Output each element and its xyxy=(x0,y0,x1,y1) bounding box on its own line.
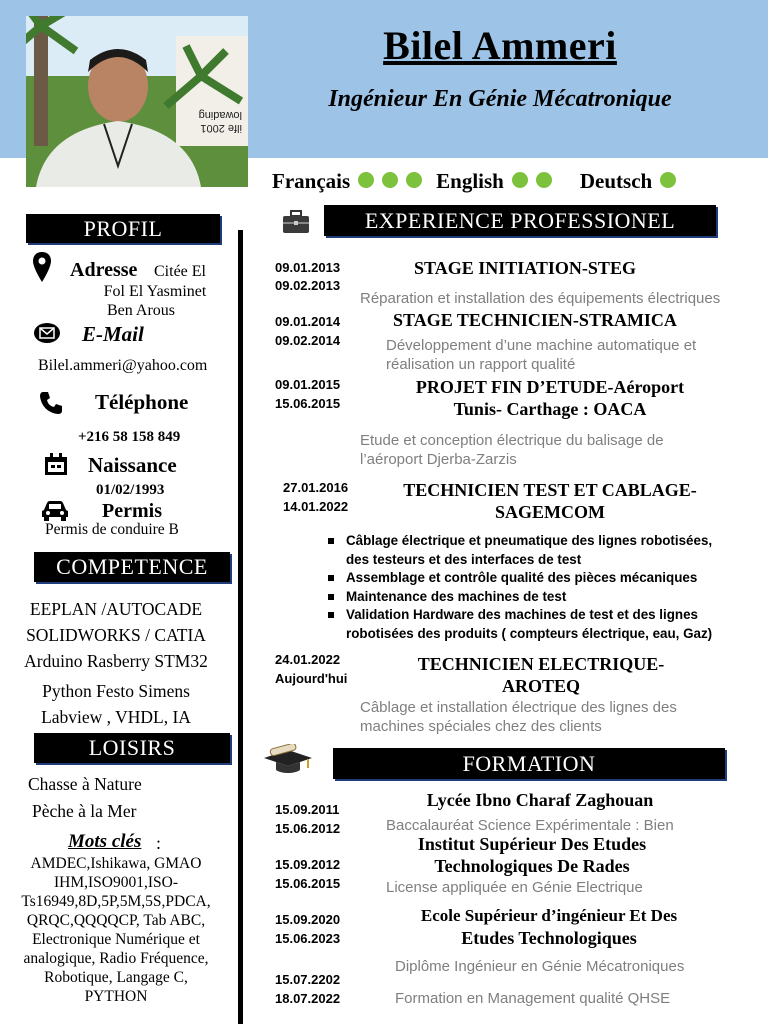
edu-desc: Formation en Management qualité QHSE xyxy=(395,990,671,1007)
task-item: Maintenance des machines de test xyxy=(322,588,762,607)
exp-date-end: 09.02.2014 xyxy=(275,333,341,348)
telephone-label: Téléphone xyxy=(95,390,189,414)
naissance-label: Naissance xyxy=(88,453,177,477)
mots-cles-line: Ts16949,8D,5P,5M,5S,PDCA, xyxy=(21,893,211,910)
adresse-line1: Citée El xyxy=(154,263,206,280)
level-dot xyxy=(512,172,528,188)
email-label: E-Mail xyxy=(82,322,144,346)
phone-icon xyxy=(38,390,64,416)
edu-date-start: 15.07.2202 xyxy=(275,972,341,987)
competence-item: SOLIDWORKS / CATIA xyxy=(26,625,206,645)
level-dot xyxy=(536,172,552,188)
email-value: Bilel.ammeri@yahoo.com xyxy=(38,357,208,374)
mots-cles-line: IHM,ISO9001,ISO- xyxy=(54,874,178,891)
mots-cles-line: analogique, Radio Fréquence, xyxy=(23,950,209,967)
edu-date-end: 15.06.2015 xyxy=(275,876,341,891)
mots-cles-label: Mots clés xyxy=(68,831,142,852)
adresse-line2: Fol El Yasminet xyxy=(103,283,207,300)
exp-desc: Câblage et installation électrique des lignes des xyxy=(360,699,677,716)
briefcase-icon xyxy=(282,210,310,234)
edu-school: Lycée Ibno Charaf Zaghouan xyxy=(426,790,654,810)
exp-date-start: 09.01.2013 xyxy=(275,260,341,275)
level-dot xyxy=(660,172,676,188)
edu-date-start: 15.09.2012 xyxy=(275,857,341,872)
permis-value: Permis de conduire B xyxy=(45,521,179,538)
loisir-item: Chasse à Nature xyxy=(28,774,142,794)
task-item-cont: robotisées des produits ( compteurs électrique, eau, Gaz) xyxy=(346,625,713,641)
location-pin-icon xyxy=(33,252,51,284)
task-item-cont: des testeurs et des interfaces de test xyxy=(346,551,582,567)
edu-date-end: 18.07.2022 xyxy=(275,991,341,1006)
competence-item: EEPLAN /AUTOCADE xyxy=(29,599,203,619)
exp-date-end: 14.01.2022 xyxy=(283,499,349,514)
exp-title: SAGEMCOM xyxy=(495,502,605,522)
column-divider xyxy=(238,230,243,1024)
exp-title: AROTEQ xyxy=(501,676,580,696)
edu-date-start: 15.09.2020 xyxy=(275,912,341,927)
task-item: Validation Hardware des machines de test et des lignes xyxy=(322,606,762,625)
exp-date-end: 09.02.2013 xyxy=(275,278,341,293)
edu-desc: Diplôme Ingénieur en Génie Mécatroniques xyxy=(395,958,685,975)
task-item: Assemblage et contrôle qualité des pièces mécaniques xyxy=(322,569,762,588)
edu-desc: License appliquée en Génie Electrique xyxy=(386,879,643,896)
exp-desc: l’aéroport Djerba-Zarzis xyxy=(360,451,517,468)
exp-title: PROJET FIN D’ETUDE-Aéroport xyxy=(415,377,685,397)
level-dot xyxy=(358,172,374,188)
task-item: Câblage électrique et pneumatique des lignes robotisées, xyxy=(322,532,762,551)
section-formation: FORMATION xyxy=(333,748,725,779)
exp-title: TECHNICIEN ELECTRIQUE- xyxy=(417,654,665,674)
edu-school: Technologiques De Rades xyxy=(434,856,630,876)
level-dot xyxy=(382,172,398,188)
birthday-calendar-icon xyxy=(44,452,68,476)
mots-cles-line: Electronique Numérique et xyxy=(32,931,200,948)
profile-photo xyxy=(26,16,248,187)
level-dots xyxy=(350,169,422,194)
edu-school: Etudes Technologiques xyxy=(461,928,637,948)
telephone-value: +216 58 158 849 xyxy=(78,429,181,445)
job-title: Ingénieur En Génie Mécatronique xyxy=(328,86,672,112)
edu-date-end: 15.06.2023 xyxy=(275,931,341,946)
section-profil: PROFIL xyxy=(26,214,220,243)
photo-caption: ilfe 2001 lowading xyxy=(198,109,242,134)
edu-date-end: 15.06.2012 xyxy=(275,821,341,836)
email-envelope-icon xyxy=(34,323,60,343)
graduation-cap-icon xyxy=(262,744,314,776)
mots-cles-line: PYTHON xyxy=(84,988,148,1005)
exp-title: TECHNICIEN TEST ET CABLAGE- xyxy=(403,480,697,500)
exp-date-start: 24.01.2022 xyxy=(275,652,341,667)
exp-desc: réalisation un rapport qualité xyxy=(386,356,576,373)
competence-item: Arduino Rasberry STM32 xyxy=(24,651,208,671)
naissance-value: 01/02/1993 xyxy=(96,482,165,498)
section-experience: EXPERIENCE PROFESSIONEL xyxy=(324,205,716,236)
exp-date-end: Aujourd'hui xyxy=(275,671,348,686)
edu-school: Institut Supérieur Des Etudes xyxy=(417,834,647,854)
languages-row xyxy=(272,168,676,194)
edu-desc: Baccalauréat Science Expérimentale : Bien xyxy=(386,817,674,834)
level-dots xyxy=(652,169,676,194)
exp-desc: machines spéciales chez des clients xyxy=(360,718,602,735)
mots-cles-line: QRQC,QQQQCP, Tab ABC, xyxy=(26,912,206,929)
language-english: English xyxy=(436,168,504,193)
language-deutsch: Deutsch xyxy=(579,168,653,193)
exp-date-end: 15.06.2015 xyxy=(275,396,341,411)
section-competence: COMPETENCE xyxy=(34,552,230,582)
competence-item: Labview , VHDL, IA xyxy=(41,707,191,727)
exp-desc: Développement d’une machine automatique et xyxy=(386,337,697,354)
section-loisirs: LOISIRS xyxy=(34,733,230,763)
level-dot xyxy=(406,172,422,188)
car-icon xyxy=(40,498,70,522)
edu-date-start: 15.09.2011 xyxy=(275,802,340,817)
mots-cles-colon: : xyxy=(156,833,162,853)
exp-title: Tunis- Carthage : OACA xyxy=(453,399,647,419)
mots-cles-list xyxy=(0,854,232,1006)
exp-title: STAGE TECHNICIEN-STRAMICA xyxy=(393,310,677,330)
adresse-label: Adresse xyxy=(70,259,138,281)
mots-cles-line: AMDEC,Ishikawa, GMAO xyxy=(30,855,202,872)
permis-label: Permis xyxy=(102,500,162,522)
exp-date-start: 27.01.2016 xyxy=(283,480,349,495)
exp-title: STAGE INITIATION-STEG xyxy=(414,258,636,278)
exp-desc: Etude et conception électrique du balisage de xyxy=(360,432,664,449)
loisir-item: Pèche à la Mer xyxy=(32,801,137,821)
competence-list xyxy=(0,596,232,730)
edu-school: Ecole Supérieur d’ingénieur Et Des xyxy=(420,906,678,925)
person-name: Bilel Ammeri xyxy=(383,23,617,68)
sagemcom-tasks xyxy=(322,532,762,644)
language-francais: Français xyxy=(272,168,351,193)
adresse-line3: Ben Arous xyxy=(107,302,175,319)
level-dots xyxy=(504,169,552,194)
exp-date-start: 09.01.2015 xyxy=(275,377,341,392)
exp-date-start: 09.01.2014 xyxy=(275,314,341,329)
competence-item: Python Festo Simens xyxy=(42,681,190,701)
exp-desc: Réparation et installation des équipements électriques xyxy=(360,290,721,307)
mots-cles-line: Robotique, Langage C, xyxy=(44,969,188,986)
